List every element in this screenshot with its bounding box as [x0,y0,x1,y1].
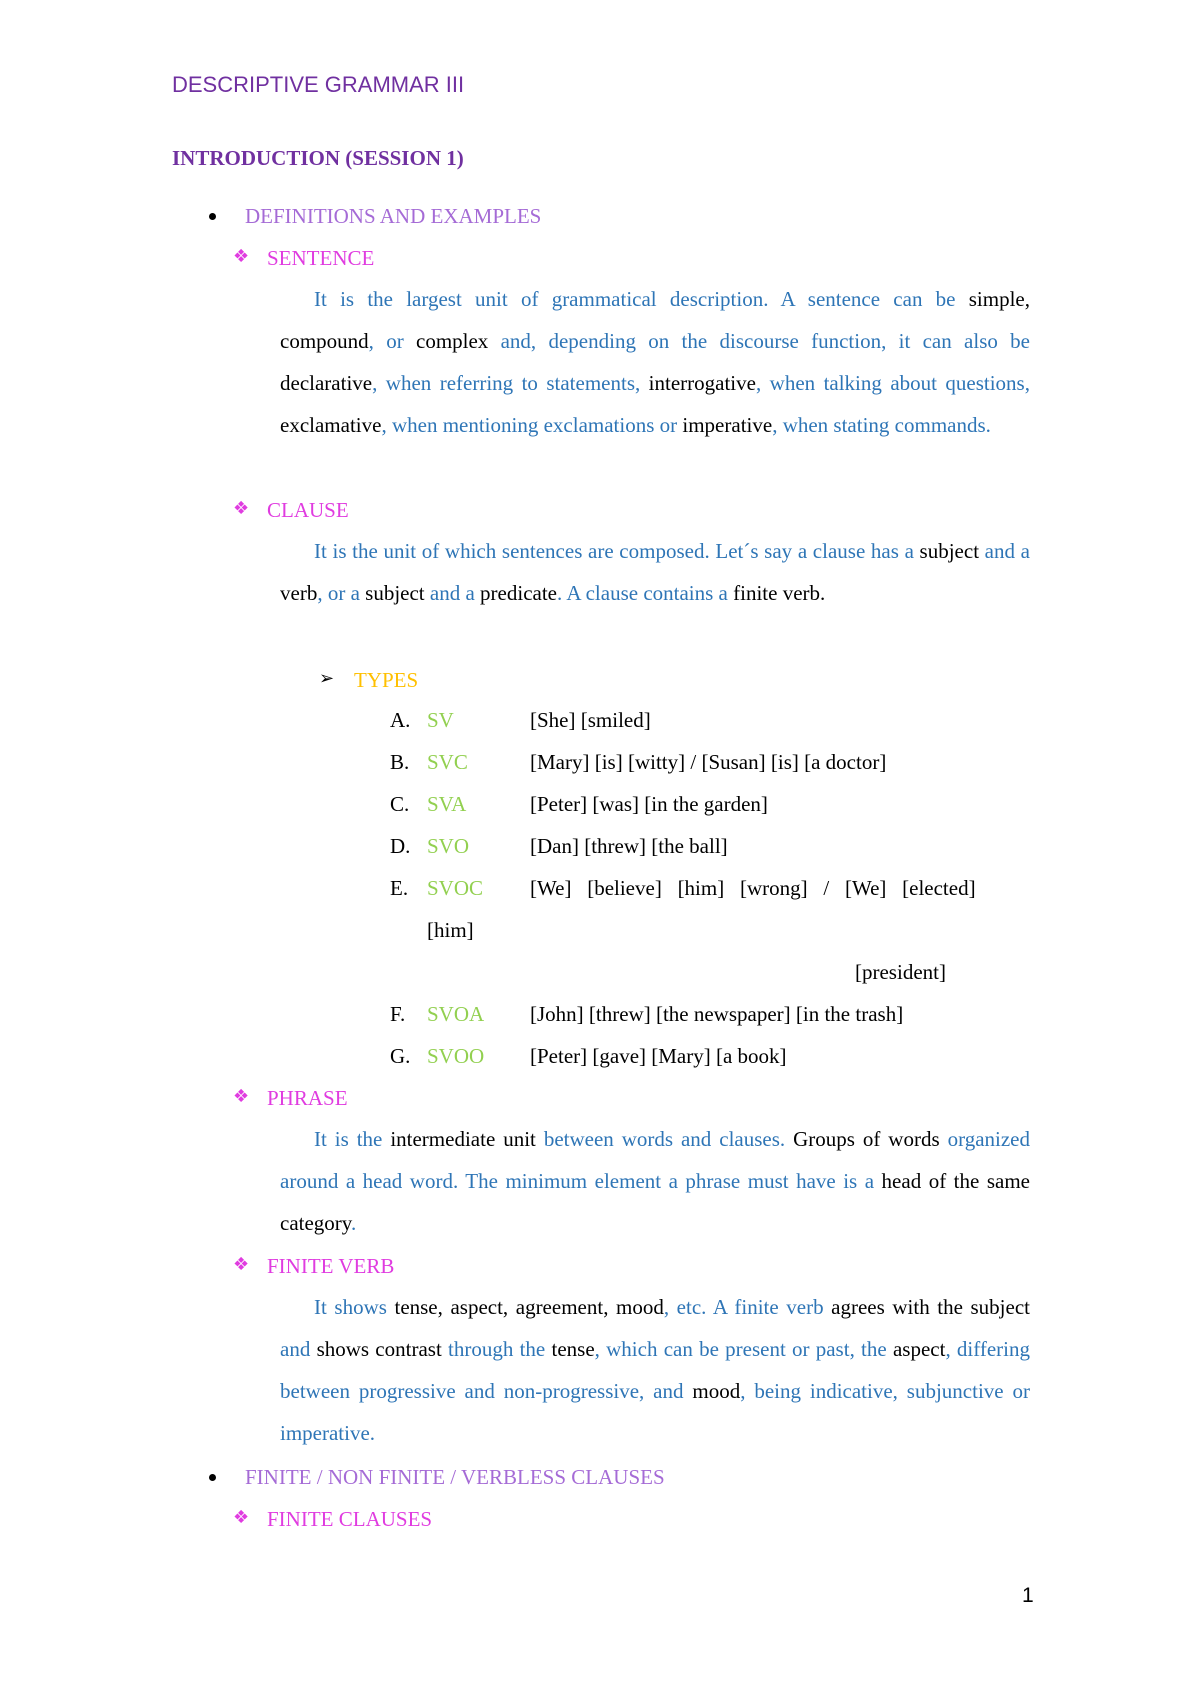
type-example: [Dan] [threw] [the ball] [530,834,728,858]
type-example-continued: [president] [855,960,946,984]
type-example: [Mary] [is] [witty] / [Susan] [is] [a doctor] [530,750,887,774]
subheading-finite-clauses: FINITE CLAUSES [267,1507,433,1531]
type-example-continued: [him] [427,918,474,942]
type-example: [John] [threw] [the newspaper] [in the trash] [530,1002,904,1026]
page-heading: INTRODUCTION (SESSION 1) [172,146,464,170]
type-example: [Peter] [was] [in the garden] [530,792,768,816]
sentence-definition: It is the largest unit of grammatical description. A sentence can be simple, compound, or complex and, depending on the discourse function, it can also be declarative, when referring to statements, interrogative, when talking about questions, exclamative, when mentioning exclamations or imperative, when stating commands. [280,287,1030,437]
type-letter: G. [390,1044,411,1068]
type-example: [We] [believe] [him] [wrong] / [We] [elected] [530,876,976,900]
page-number: 1 [1022,1584,1034,1607]
document-header-title: DESCRIPTIVE GRAMMAR III [172,72,465,97]
subheading-phrase: PHRASE [267,1086,348,1110]
diamond-bullet-icon: ❖ [233,1507,250,1528]
type-code: SVOC [427,876,484,900]
type-code: SVC [427,750,468,774]
type-letter: D. [390,834,411,858]
clause-definition: It is the unit of which sentences are composed. Let´s say a clause has a subject and a verb, or a subject and a predicate. A clause contains a finite verb. [280,539,1030,605]
type-letter: C. [390,792,410,816]
section-definitions-and-examples: DEFINITIONS AND EXAMPLES [245,204,542,228]
subheading-finite-verb: FINITE VERB [267,1254,395,1278]
type-example: [Peter] [gave] [Mary] [a book] [530,1044,787,1068]
type-code: SV [427,708,454,732]
finite-verb-definition: It shows tense, aspect, agreement, mood, etc. A finite verb agrees with the subject and shows contrast through the tense, which can be present or past, the aspect, differing between progressive and non-progressive, and mood, being indicative, subjunctive or imperative. [280,1295,1031,1445]
subheading-clause: CLAUSE [267,498,349,522]
type-code: SVO [427,834,470,858]
type-letter: E. [390,876,409,900]
subheading-types: TYPES [354,668,419,692]
diamond-bullet-icon: ❖ [233,498,250,519]
bullet-dot-icon [209,1474,216,1481]
section-finite-nonfinite-verbless: FINITE / NON FINITE / VERBLESS CLAUSES [245,1465,665,1489]
diamond-bullet-icon: ❖ [233,246,250,267]
type-letter: B. [390,750,410,774]
type-code: SVOO [427,1044,485,1068]
arrow-bullet-icon: ➢ [319,668,335,689]
type-letter: A. [390,708,411,732]
diamond-bullet-icon: ❖ [233,1254,250,1275]
subheading-sentence: SENTENCE [267,246,375,270]
type-letter: F. [390,1002,406,1026]
phrase-definition: It is the intermediate unit between words and clauses. Groups of words organized around a head word. The minimum element a phrase must have is a head of the same category. [280,1127,1030,1235]
bullet-dot-icon [209,213,216,220]
type-code: SVA [427,792,467,816]
type-example: [She] [smiled] [530,708,651,732]
type-code: SVOA [427,1002,485,1026]
diamond-bullet-icon: ❖ [233,1086,250,1107]
